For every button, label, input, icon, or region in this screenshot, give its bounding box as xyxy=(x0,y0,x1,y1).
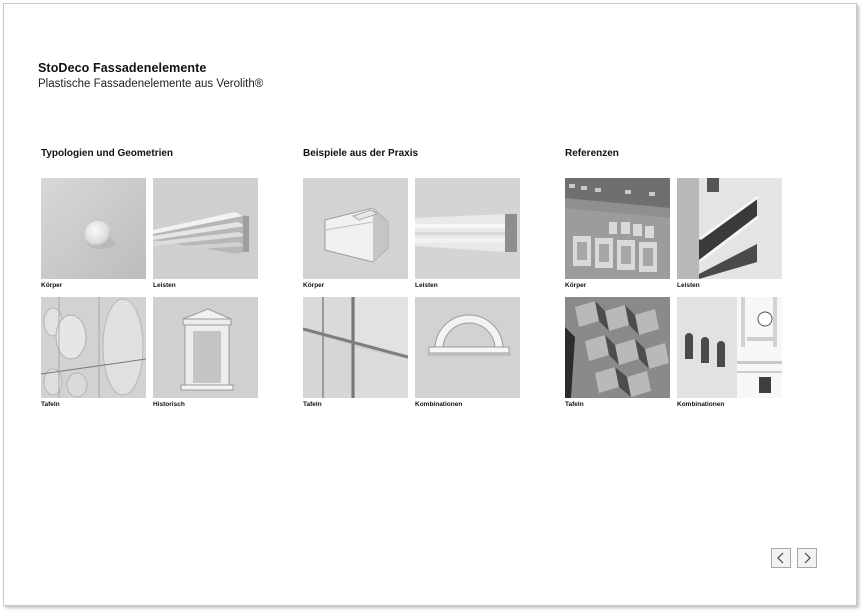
chevron-left-icon xyxy=(776,552,786,564)
tile-lettering[interactable] xyxy=(565,178,670,279)
chevron-right-icon xyxy=(802,552,812,564)
tile-windowband[interactable] xyxy=(677,178,782,279)
next-page-button[interactable] xyxy=(797,548,817,568)
tile-caption: Historisch xyxy=(153,401,185,408)
clock-tower-building-image xyxy=(677,297,782,398)
tile-caption: Tafeln xyxy=(565,401,584,408)
tile-ovals[interactable] xyxy=(41,297,146,398)
tile-caption: Leisten xyxy=(677,282,700,289)
prev-page-button[interactable] xyxy=(771,548,791,568)
tile-caption: Tafeln xyxy=(303,401,322,408)
sphere-image xyxy=(41,178,146,279)
tile-caption: Kombinationen xyxy=(677,401,725,408)
tile-caption: Körper xyxy=(565,282,587,289)
page-title: StoDeco Fassadenelemente xyxy=(38,61,207,75)
tile-caption: Kombinationen xyxy=(415,401,463,408)
tile-historic[interactable] xyxy=(153,297,258,398)
window-band-facade-image xyxy=(677,178,782,279)
historic-frame-image xyxy=(153,297,258,398)
section-title-beispiele: Beispiele aus der Praxis xyxy=(303,148,419,159)
tile-caption: Leisten xyxy=(415,282,438,289)
section-title-typologien: Typologien und Geometrien xyxy=(41,148,174,159)
tile-caption: Leisten xyxy=(153,282,176,289)
section-title-referenzen: Referenzen xyxy=(565,148,619,159)
tile-faceted[interactable] xyxy=(565,297,670,398)
facade-panels-image xyxy=(303,297,408,398)
tile-block[interactable] xyxy=(303,178,408,279)
oval-panels-image xyxy=(41,297,146,398)
tile-molding[interactable] xyxy=(415,178,520,279)
tile-caption: Tafeln xyxy=(41,401,60,408)
page-subtitle: Plastische Fassadenelemente aus Verolith® xyxy=(38,78,264,90)
lettering-facade-image xyxy=(565,178,670,279)
faceted-facade-image xyxy=(565,297,670,398)
tile-caption: Körper xyxy=(303,282,325,289)
molding-profile-image xyxy=(415,178,520,279)
block-element-image xyxy=(303,178,408,279)
arch-pediment-image xyxy=(415,297,520,398)
tile-caption: Körper xyxy=(41,282,63,289)
cornice-image xyxy=(153,178,258,279)
tile-panels[interactable] xyxy=(303,297,408,398)
tile-sphere[interactable] xyxy=(41,178,146,279)
tile-arch[interactable] xyxy=(415,297,520,398)
tile-cornice[interactable] xyxy=(153,178,258,279)
tile-clocktower[interactable] xyxy=(677,297,782,398)
